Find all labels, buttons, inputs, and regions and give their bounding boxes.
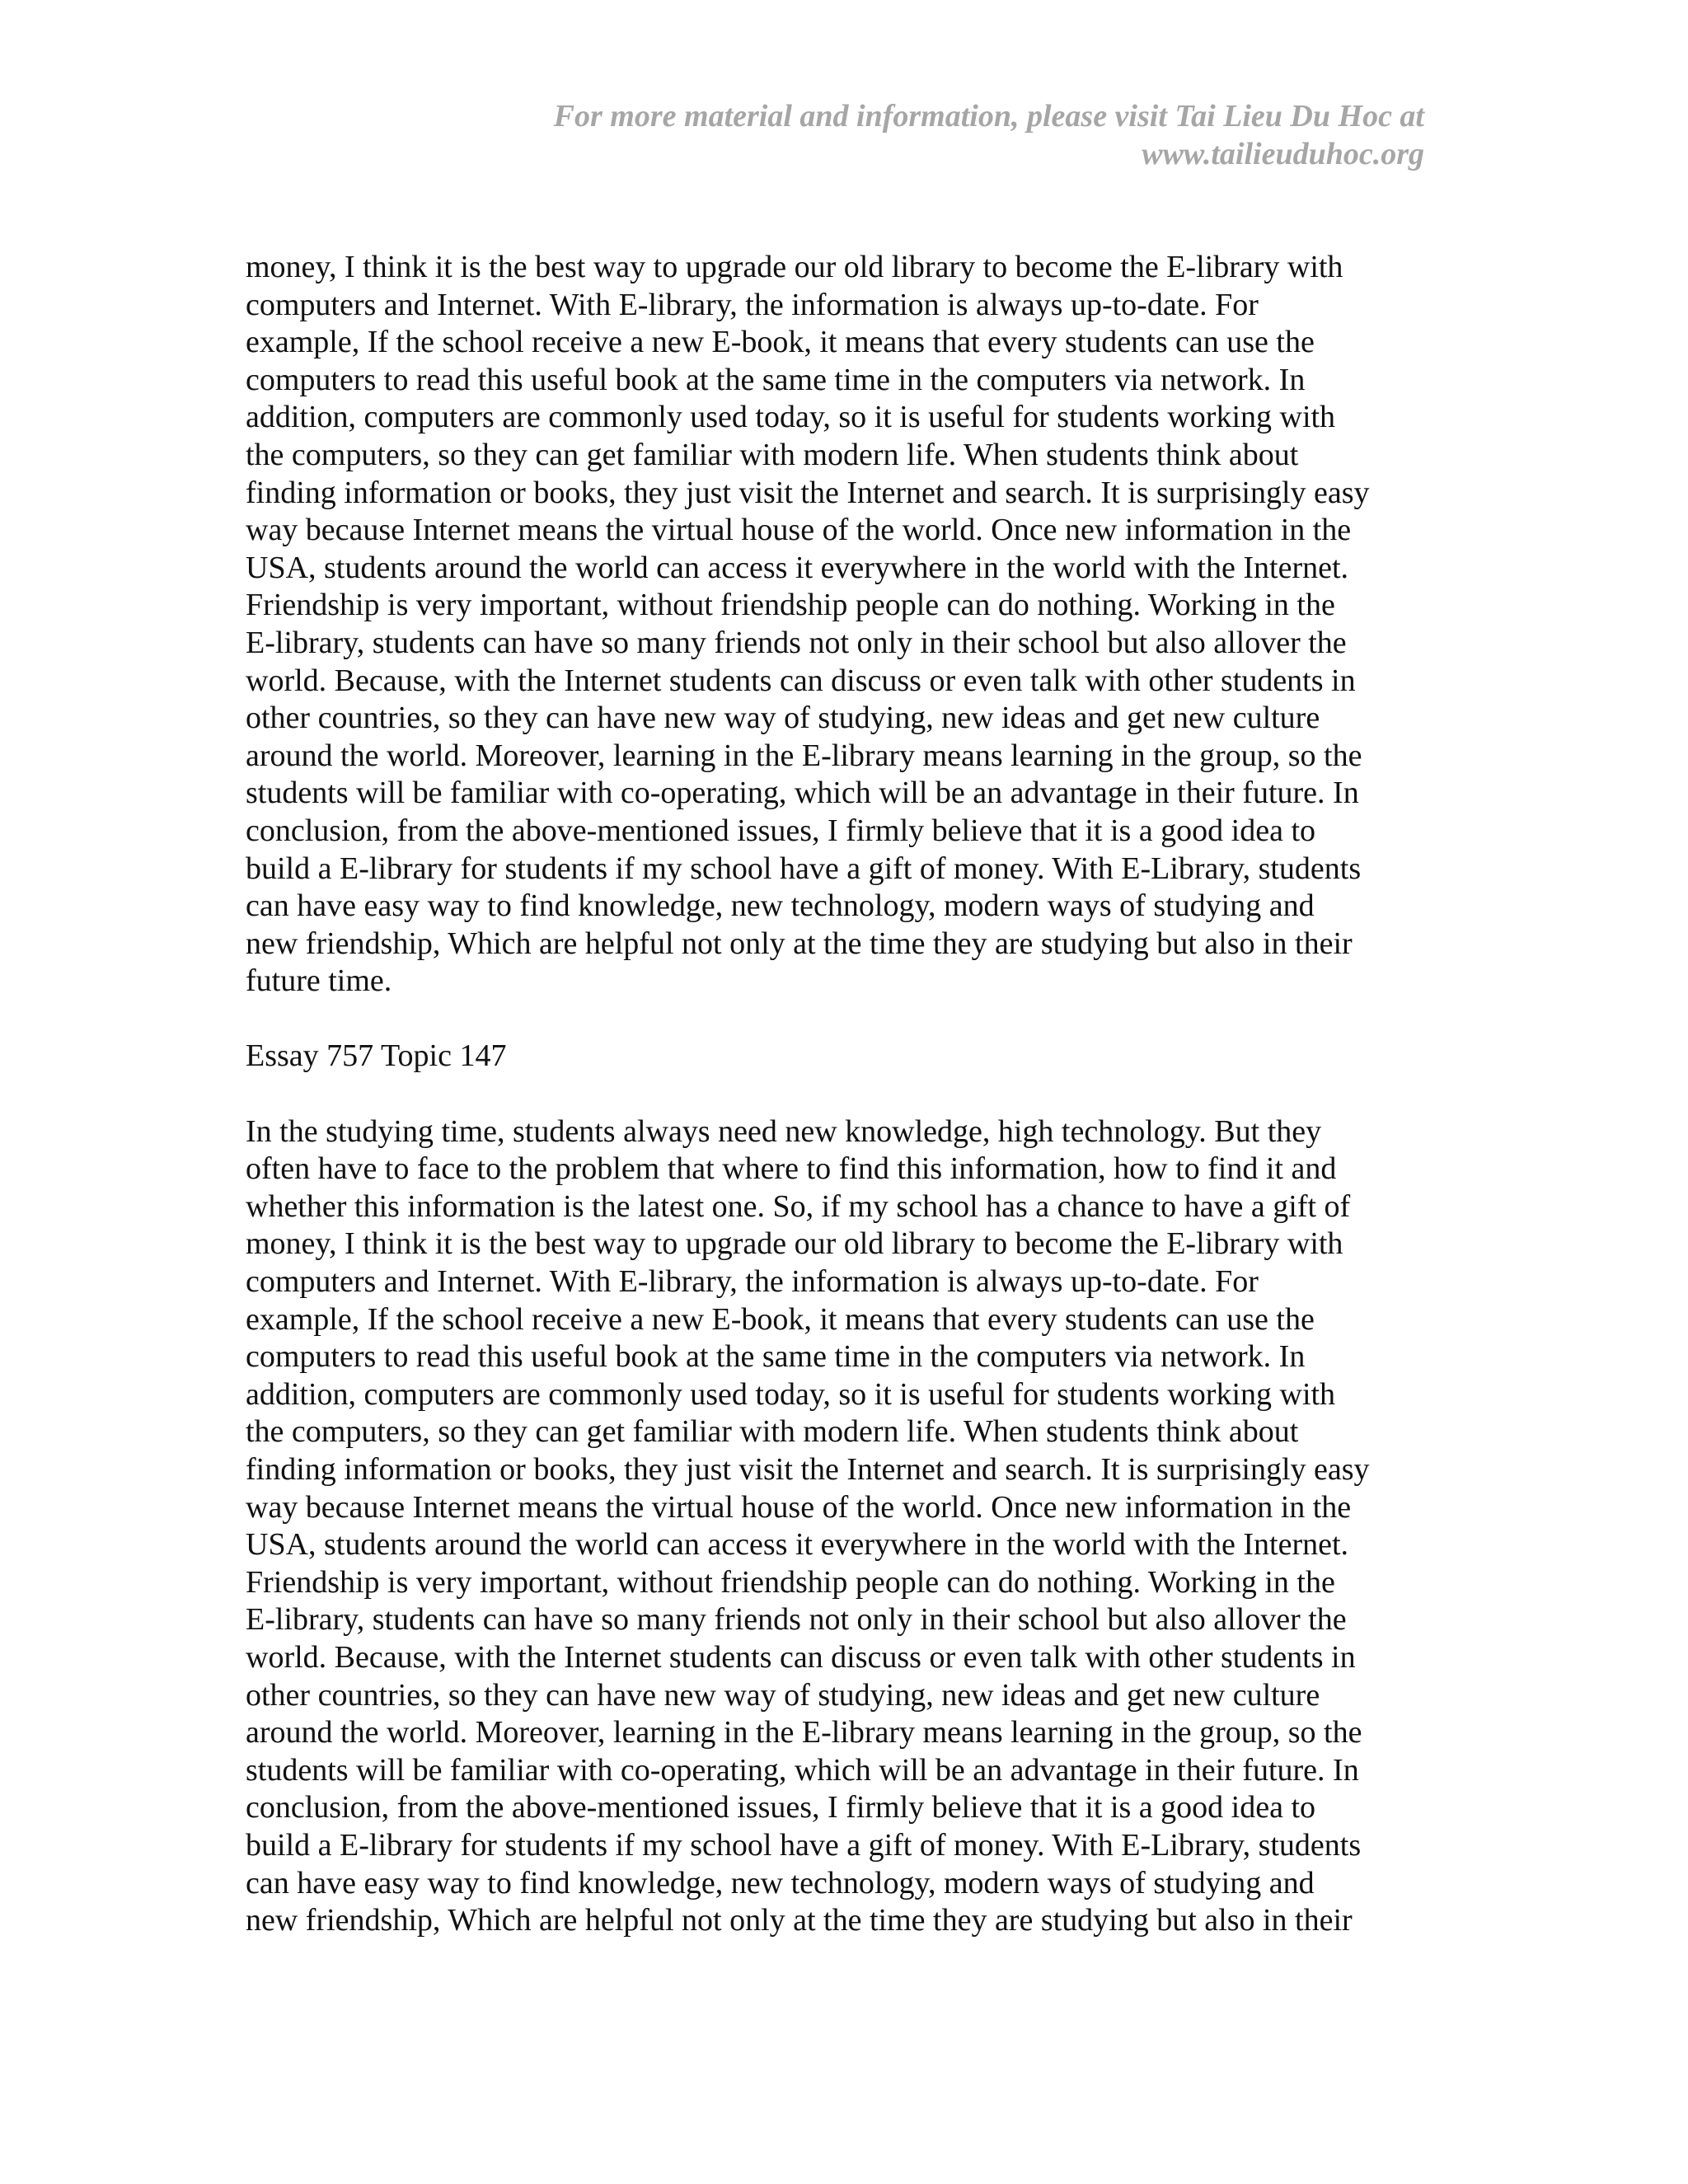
text-line: often have to face to the problem that where to find this information, how to find it and (246, 1151, 1337, 1187)
essay-paragraph (246, 1113, 1441, 1940)
text-line: example, If the school receive a new E-book, it means that every students can use the (246, 325, 1315, 360)
header-line: For more material and information, please visit Tai Lieu Du Hoc at (553, 99, 1424, 134)
text-line: computers to read this useful book at the same time in the computers via network. In (246, 362, 1306, 397)
text-line: money, I think it is the best way to upgrade our old library to become the E-library with (246, 1226, 1343, 1262)
paragraph-spacer (246, 1076, 1441, 1113)
text-line: USA, students around the world can access it everywhere in the world with the Internet. (246, 550, 1349, 585)
document-body (246, 249, 1441, 1940)
text-line: conclusion, from the above-mentioned issues, I firmly believe that it is a good idea to (246, 1790, 1316, 1825)
text-line: way because Internet means the virtual house of the world. Once new information in the (246, 1489, 1352, 1525)
text-line: conclusion, from the above-mentioned issues, I firmly believe that it is a good idea to (246, 813, 1316, 848)
text-line: computers to read this useful book at the same time in the computers via network. In (246, 1339, 1306, 1375)
text-line: whether this information is the latest one. So, if my school has a chance to have a gift of (246, 1188, 1351, 1224)
text-line: build a E-library for students if my school have a gift of money. With E-Library, students (246, 1827, 1362, 1863)
text-line: new friendship, Which are helpful not only at the time they are studying but also in their (246, 926, 1353, 961)
essay-heading (246, 1038, 1441, 1076)
text-line: In the studying time, students always need new knowledge, high technology. But they (246, 1113, 1322, 1149)
text-line: around the world. Moreover, learning in the E-library means learning in the group, so the (246, 738, 1362, 773)
text-line: build a E-library for students if my school have a gift of money. With E-Library, students (246, 851, 1362, 886)
text-line: USA, students around the world can access it everywhere in the world with the Internet. (246, 1527, 1349, 1563)
text-line: addition, computers are commonly used today, so it is useful for students working with (246, 1376, 1336, 1412)
text-line: E-library, students can have so many friends not only in their school but also allover the (246, 1602, 1347, 1638)
text-line: finding information or books, they just visit the Internet and search. It is surprisingly easy (246, 1452, 1370, 1487)
text-line: other countries, so they can have new way of studying, new ideas and get new culture (246, 701, 1320, 736)
text-line: world. Because, with the Internet students can discuss or even talk with other students in (246, 663, 1356, 698)
text-line: computers and Internet. With E-library, the information is always up-to-date. For (246, 1264, 1259, 1300)
text-line: can have easy way to find knowledge, new technology, modern ways of studying and (246, 1865, 1315, 1900)
text-line: example, If the school receive a new E-book, it means that every students can use the (246, 1301, 1315, 1337)
text-line: the computers, so they can get familiar with modern life. When students think about (246, 1414, 1299, 1450)
header-url-line: www.tailieuduhoc.org (1142, 137, 1424, 171)
essay-heading-text: Essay 757 Topic 147 (246, 1038, 507, 1074)
text-line: computers and Internet. With E-library, the information is always up-to-date. For (246, 287, 1259, 322)
text-line: new friendship, Which are helpful not only at the time they are studying but also in their (246, 1903, 1353, 1938)
paragraph-spacer (246, 1001, 1441, 1038)
text-line: world. Because, with the Internet students can discuss or even talk with other students in (246, 1639, 1356, 1675)
text-line: other countries, so they can have new way of studying, new ideas and get new culture (246, 1677, 1320, 1713)
text-line: future time. (246, 963, 392, 999)
text-line: Friendship is very important, without friendship people can do nothing. Working in the (246, 588, 1335, 623)
text-line: students will be familiar with co-operating, which will be an advantage in their future. In (246, 776, 1359, 811)
text-line: the computers, so they can get familiar with modern life. When students think about (246, 437, 1299, 472)
text-line: Friendship is very important, without friendship people can do nothing. Working in the (246, 1564, 1335, 1600)
text-line: finding information or books, they just visit the Internet and search. It is surprisingly easy (246, 475, 1370, 510)
paragraph-continued (246, 249, 1441, 1001)
page-header (435, 97, 1424, 173)
text-line: way because Internet means the virtual house of the world. Once new information in the (246, 513, 1352, 548)
text-line: E-library, students can have so many friends not only in their school but also allover the (246, 625, 1347, 660)
text-line: students will be familiar with co-operating, which will be an advantage in their future. In (246, 1752, 1359, 1788)
text-line: addition, computers are commonly used today, so it is useful for students working with (246, 400, 1336, 435)
text-line: around the world. Moreover, learning in the E-library means learning in the group, so the (246, 1715, 1362, 1750)
text-line: can have easy way to find knowledge, new technology, modern ways of studying and (246, 888, 1315, 924)
text-line: money, I think it is the best way to upgrade our old library to become the E-library with (246, 250, 1343, 284)
